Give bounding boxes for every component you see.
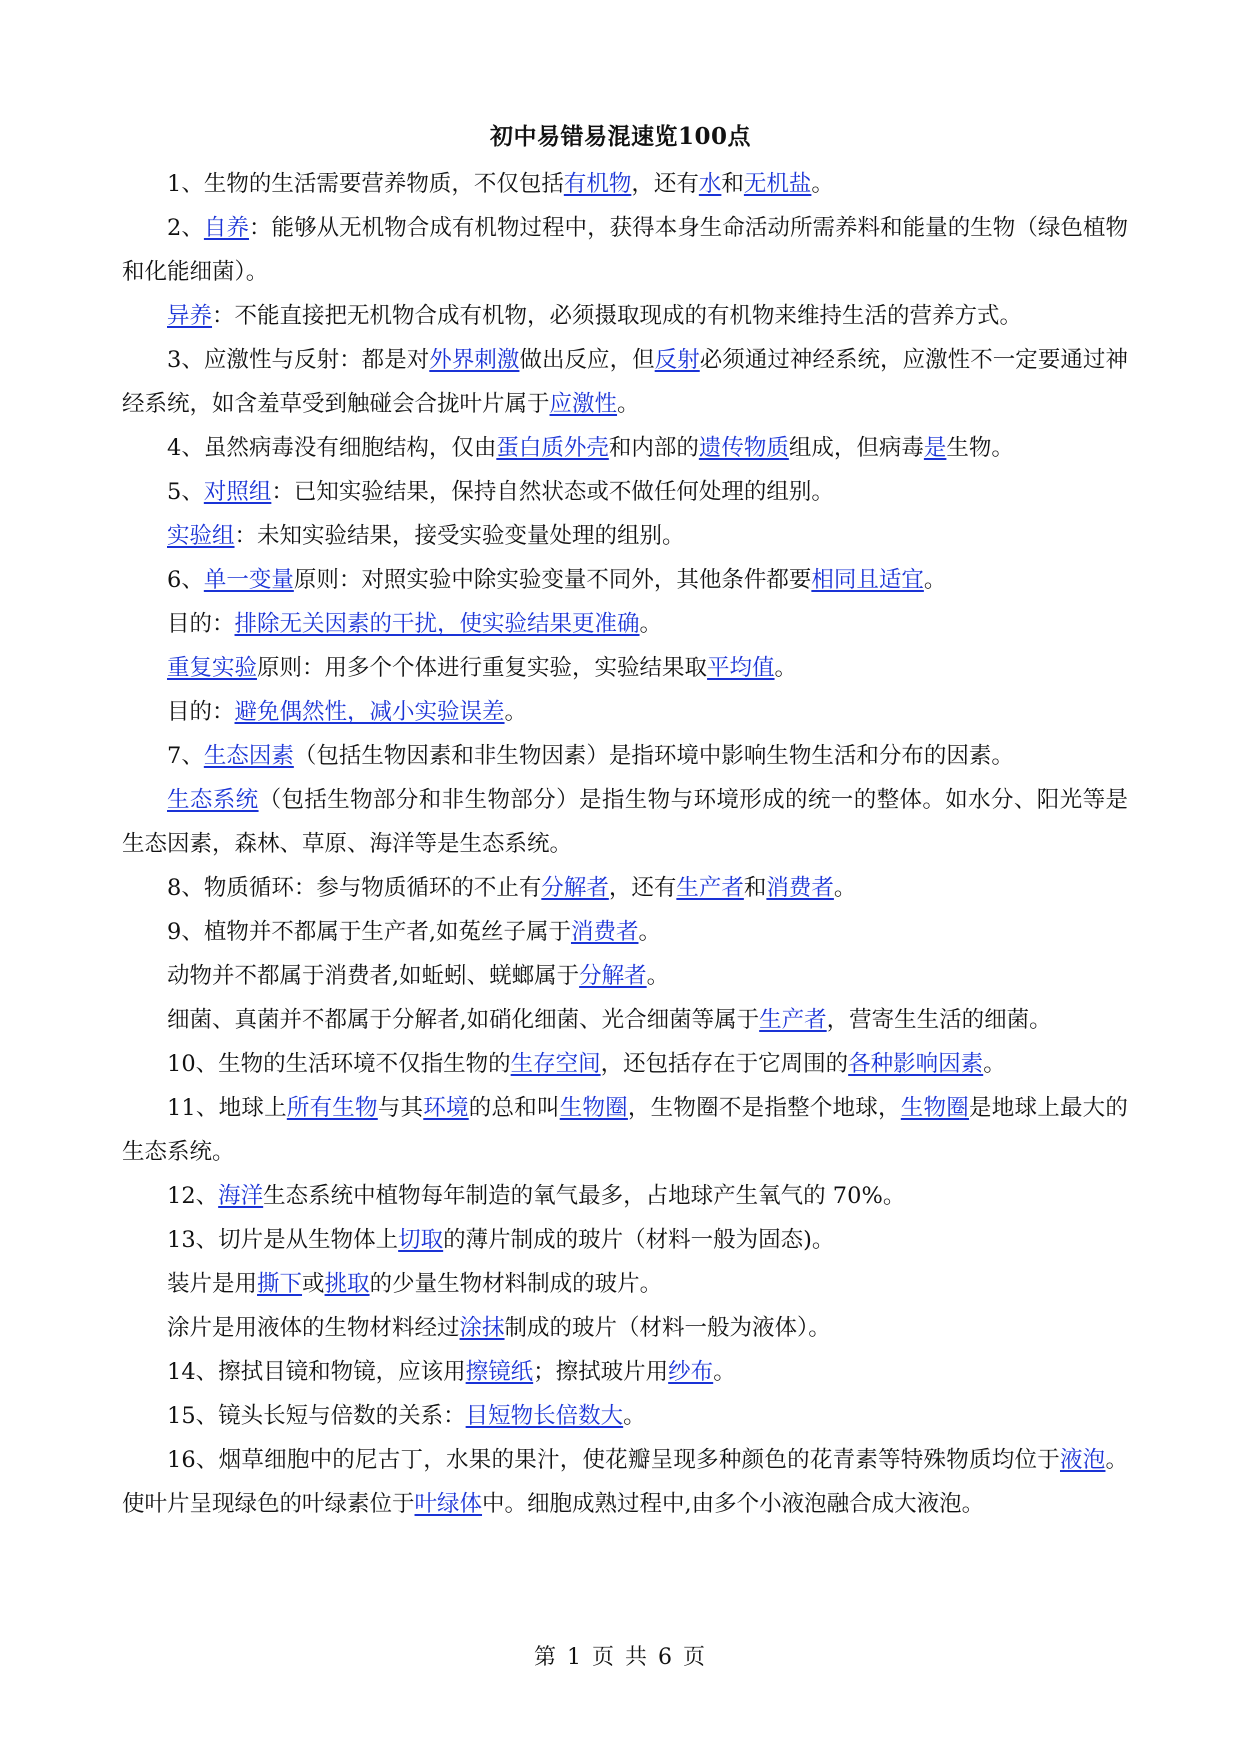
paragraph-text: 生物。 [946, 435, 1014, 461]
keyword-link[interactable]: 生存空间 [510, 1051, 601, 1077]
paragraph-text: 3、应激性与反射：都是对 [167, 347, 430, 373]
paragraph-text: 原则：用多个个体进行重复实验，实验结果取 [257, 655, 708, 681]
keyword-link[interactable]: 切取 [398, 1227, 444, 1253]
paragraph-text: 。 [983, 1051, 1006, 1077]
keyword-link[interactable]: 遗传物质 [698, 435, 789, 461]
keyword-link[interactable]: 各种影响因素 [848, 1051, 984, 1077]
paragraph-text: 做出反应，但 [519, 347, 655, 373]
paragraph-text: 和内部的 [608, 435, 699, 461]
paragraph-text: 生态系统中植物每年制造的氧气最多，占地球产生氧气的 70%。 [263, 1183, 906, 1209]
paragraph [122, 1042, 1128, 1086]
keyword-link[interactable]: 撕下 [257, 1271, 303, 1297]
keyword-link[interactable]: 环境 [423, 1095, 469, 1121]
paragraph-text: 6、 [167, 567, 204, 593]
paragraph [122, 602, 1128, 646]
keyword-link[interactable]: 生产者 [676, 875, 744, 901]
paragraph [122, 646, 1128, 690]
paragraph-text: 动物并不都属于消费者,如蚯蚓、蜣螂属于 [167, 963, 580, 989]
paragraph-text: 8、物质循环：参与物质循环的不止有 [167, 875, 542, 901]
keyword-link[interactable]: 生物圈 [900, 1095, 969, 1121]
keyword-link[interactable]: 分解者 [579, 963, 647, 989]
paragraph-text: 或 [302, 1271, 325, 1297]
paragraph [122, 998, 1128, 1042]
paragraph-text: 和 [743, 875, 767, 901]
paragraph-text: 14、擦拭目镜和物镜，应该用 [167, 1359, 466, 1385]
keyword-link[interactable]: 反射 [654, 347, 700, 373]
keyword-link[interactable]: 相同且适宜 [811, 567, 924, 593]
paragraph-text: 中。细胞成熟过程中,由多个小液泡融合成大液泡。 [482, 1491, 985, 1517]
paragraph-text: 。使叶片呈现绿色的叶绿素位于 [122, 1447, 1128, 1517]
paragraph-text: 是地球上最大的生态系统。 [122, 1095, 1128, 1165]
paragraph [122, 778, 1128, 866]
paragraph [122, 206, 1128, 294]
paragraph-text: ，营寄生生活的细菌。 [826, 1007, 1052, 1033]
paragraph-text: 9、植物并不都属于生产者,如菟丝子属于 [167, 919, 571, 945]
paragraph-text: 目的： [167, 699, 235, 725]
paragraph [122, 910, 1128, 954]
keyword-link[interactable]: 叶绿体 [414, 1491, 483, 1517]
paragraph-text: 2、 [167, 215, 204, 241]
paragraph-text: 和 [721, 171, 744, 197]
paragraph-text: 。 [638, 919, 661, 945]
keyword-link[interactable]: 蛋白质外壳 [496, 435, 609, 461]
paragraph-text: 的薄片制成的玻片（材料一般为固态)。 [443, 1227, 835, 1253]
paragraph-text: （包括生物部分和非生物部分）是指生物与环境形成的统一的整体。如水分、阳光等是生态因素，森林、草原、海洋等是生态系统。 [122, 787, 1128, 857]
keyword-link[interactable]: 生产者 [759, 1007, 827, 1033]
paragraph-text: 13、切片是从生物体上 [167, 1227, 399, 1253]
paragraph-text: 目的： [167, 611, 235, 637]
paragraph-text: 10、生物的生活环境不仅指生物的 [167, 1051, 511, 1077]
paragraph [122, 866, 1128, 910]
paragraph-text: ：不能直接把无机物合成有机物，必须摄取现成的有机物来维持生活的营养方式。 [212, 303, 1023, 329]
keyword-link[interactable]: 所有生物 [286, 1095, 378, 1121]
paragraph-text: 与其 [377, 1095, 424, 1121]
paragraph-text: 16、烟草细胞中的尼古丁，水果的果汁，使花瓣呈现多种颜色的花青素等特殊物质均位于 [167, 1447, 1060, 1473]
paragraph [122, 1218, 1128, 1262]
paragraph-text: 。 [617, 391, 640, 417]
paragraph [122, 470, 1128, 514]
paragraph-text: 的总和叫 [468, 1095, 560, 1121]
paragraph-text: 涂片是用液体的生物材料经过 [167, 1315, 460, 1341]
paragraph [122, 426, 1128, 470]
keyword-link[interactable]: 液泡 [1059, 1447, 1106, 1473]
keyword-link[interactable]: 自养 [203, 215, 249, 241]
paragraph-text: 。 [504, 699, 528, 725]
paragraph-text: 7、 [167, 743, 204, 769]
page-footer: 第 1 页 共 6 页 [534, 1645, 707, 1670]
paragraph [122, 338, 1128, 426]
paragraph-text: 4、虽然病毒没有细胞结构，仅由 [167, 435, 497, 461]
keyword-link[interactable]: 生态系统 [167, 787, 259, 813]
paragraph [122, 1262, 1128, 1306]
keyword-link[interactable]: 水 [698, 171, 722, 197]
keyword-link[interactable]: 有机物 [563, 171, 632, 197]
paragraph [122, 954, 1128, 998]
keyword-link[interactable]: 挑取 [324, 1271, 370, 1297]
document-title: 初中易错易混速览100点 [489, 123, 751, 150]
paragraph-text: ，生物圈不是指整个地球， [627, 1095, 901, 1121]
paragraph-text: 15、镜头长短与倍数的关系： [167, 1403, 466, 1429]
paragraph [122, 1350, 1128, 1394]
keyword-link[interactable]: 消费者 [766, 875, 834, 901]
paragraph-text: ，还有 [608, 875, 677, 901]
paragraph [122, 294, 1128, 338]
keyword-link[interactable]: 是 [923, 435, 947, 461]
keyword-link[interactable]: 涂抹 [459, 1315, 505, 1341]
keyword-link[interactable]: 海洋 [218, 1183, 264, 1209]
keyword-link[interactable]: 分解者 [541, 875, 609, 901]
keyword-link[interactable]: 单一变量 [203, 567, 294, 593]
keyword-link[interactable]: 平均值 [707, 655, 775, 681]
paragraph [122, 162, 1128, 206]
keyword-link[interactable]: 重复实验 [167, 655, 258, 681]
keyword-link[interactable]: 目短物长倍数大 [465, 1403, 624, 1429]
paragraph-text: ：已知实验结果，保持自然状态或不做任何处理的组别。 [271, 479, 834, 505]
paragraph [122, 1306, 1128, 1350]
keyword-link[interactable]: 避免偶然性，减小实验误差 [234, 699, 505, 725]
keyword-link[interactable]: 异养 [167, 303, 213, 329]
paragraph-text: 。 [774, 655, 798, 681]
paragraph [122, 734, 1128, 778]
paragraph-text: 细菌、真菌并不都属于分解者,如硝化细菌、光合细菌等属于 [167, 1007, 760, 1033]
paragraph-text: 12、 [167, 1183, 219, 1209]
keyword-link[interactable]: 生物圈 [559, 1095, 628, 1121]
paragraph-text: ，还包括存在于它周围的 [600, 1051, 849, 1077]
paragraph-text: 装片是用 [167, 1271, 258, 1297]
keyword-link[interactable]: 应激性 [549, 391, 618, 417]
paragraph-text: 。 [623, 1403, 646, 1429]
paragraph-text: （包括生物因素和非生物因素）是指环境中影响生物生活和分布的因素。 [293, 743, 1014, 769]
paragraph-text: 。 [713, 1359, 736, 1385]
paragraph [122, 1438, 1128, 1526]
paragraph-text: ，还有 [631, 171, 699, 197]
keyword-link[interactable]: 外界刺激 [429, 347, 520, 373]
paragraph-text: 的少量生物材料制成的玻片。 [369, 1271, 663, 1297]
paragraph-text: ：能够从无机物合成有机物过程中，获得本身生命活动所需养料和能量的生物（绿色植物和化能细菌）。 [122, 215, 1128, 285]
paragraph [122, 558, 1128, 602]
paragraph [122, 514, 1128, 558]
paragraph-text: ；擦拭玻片用 [533, 1359, 669, 1385]
keyword-link[interactable]: 实验组 [167, 523, 235, 549]
document-body [122, 162, 1128, 1526]
paragraph-text: 1、生物的生活需要营养物质，不仅包括 [167, 171, 564, 197]
keyword-link[interactable]: 擦镜纸 [465, 1359, 534, 1385]
paragraph-text: 制成的玻片（材料一般为液体）。 [504, 1315, 831, 1341]
keyword-link[interactable]: 对照组 [203, 479, 272, 505]
paragraph-text: 原则：对照实验中除实验变量不同外，其他条件都要 [293, 567, 812, 593]
paragraph [122, 690, 1128, 734]
paragraph-text: 必须通过神经系统，应激性不一定要通过神经系统，如含羞草受到触碰会合拢叶片属于 [122, 347, 1128, 417]
paragraph-text: 。 [923, 567, 947, 593]
paragraph [122, 1174, 1128, 1218]
paragraph-text: ：未知实验结果，接受实验变量处理的组别。 [234, 523, 685, 549]
paragraph [122, 1086, 1128, 1174]
keyword-link[interactable]: 消费者 [570, 919, 639, 945]
paragraph-text: 。 [833, 875, 857, 901]
keyword-link[interactable]: 无机盐 [743, 171, 812, 197]
paragraph-text: 。 [646, 963, 670, 989]
paragraph-text: 组成，但病毒 [788, 435, 924, 461]
paragraph-text: 。 [639, 611, 663, 637]
paragraph-text: 。 [811, 171, 834, 197]
paragraph [122, 1394, 1128, 1438]
keyword-link[interactable]: 排除无关因素的干扰，使实验结果更准确 [234, 611, 640, 637]
paragraph-text: 5、 [167, 479, 204, 505]
keyword-link[interactable]: 纱布 [668, 1359, 714, 1385]
paragraph-text: 11、地球上 [167, 1095, 287, 1121]
keyword-link[interactable]: 生态因素 [203, 743, 294, 769]
